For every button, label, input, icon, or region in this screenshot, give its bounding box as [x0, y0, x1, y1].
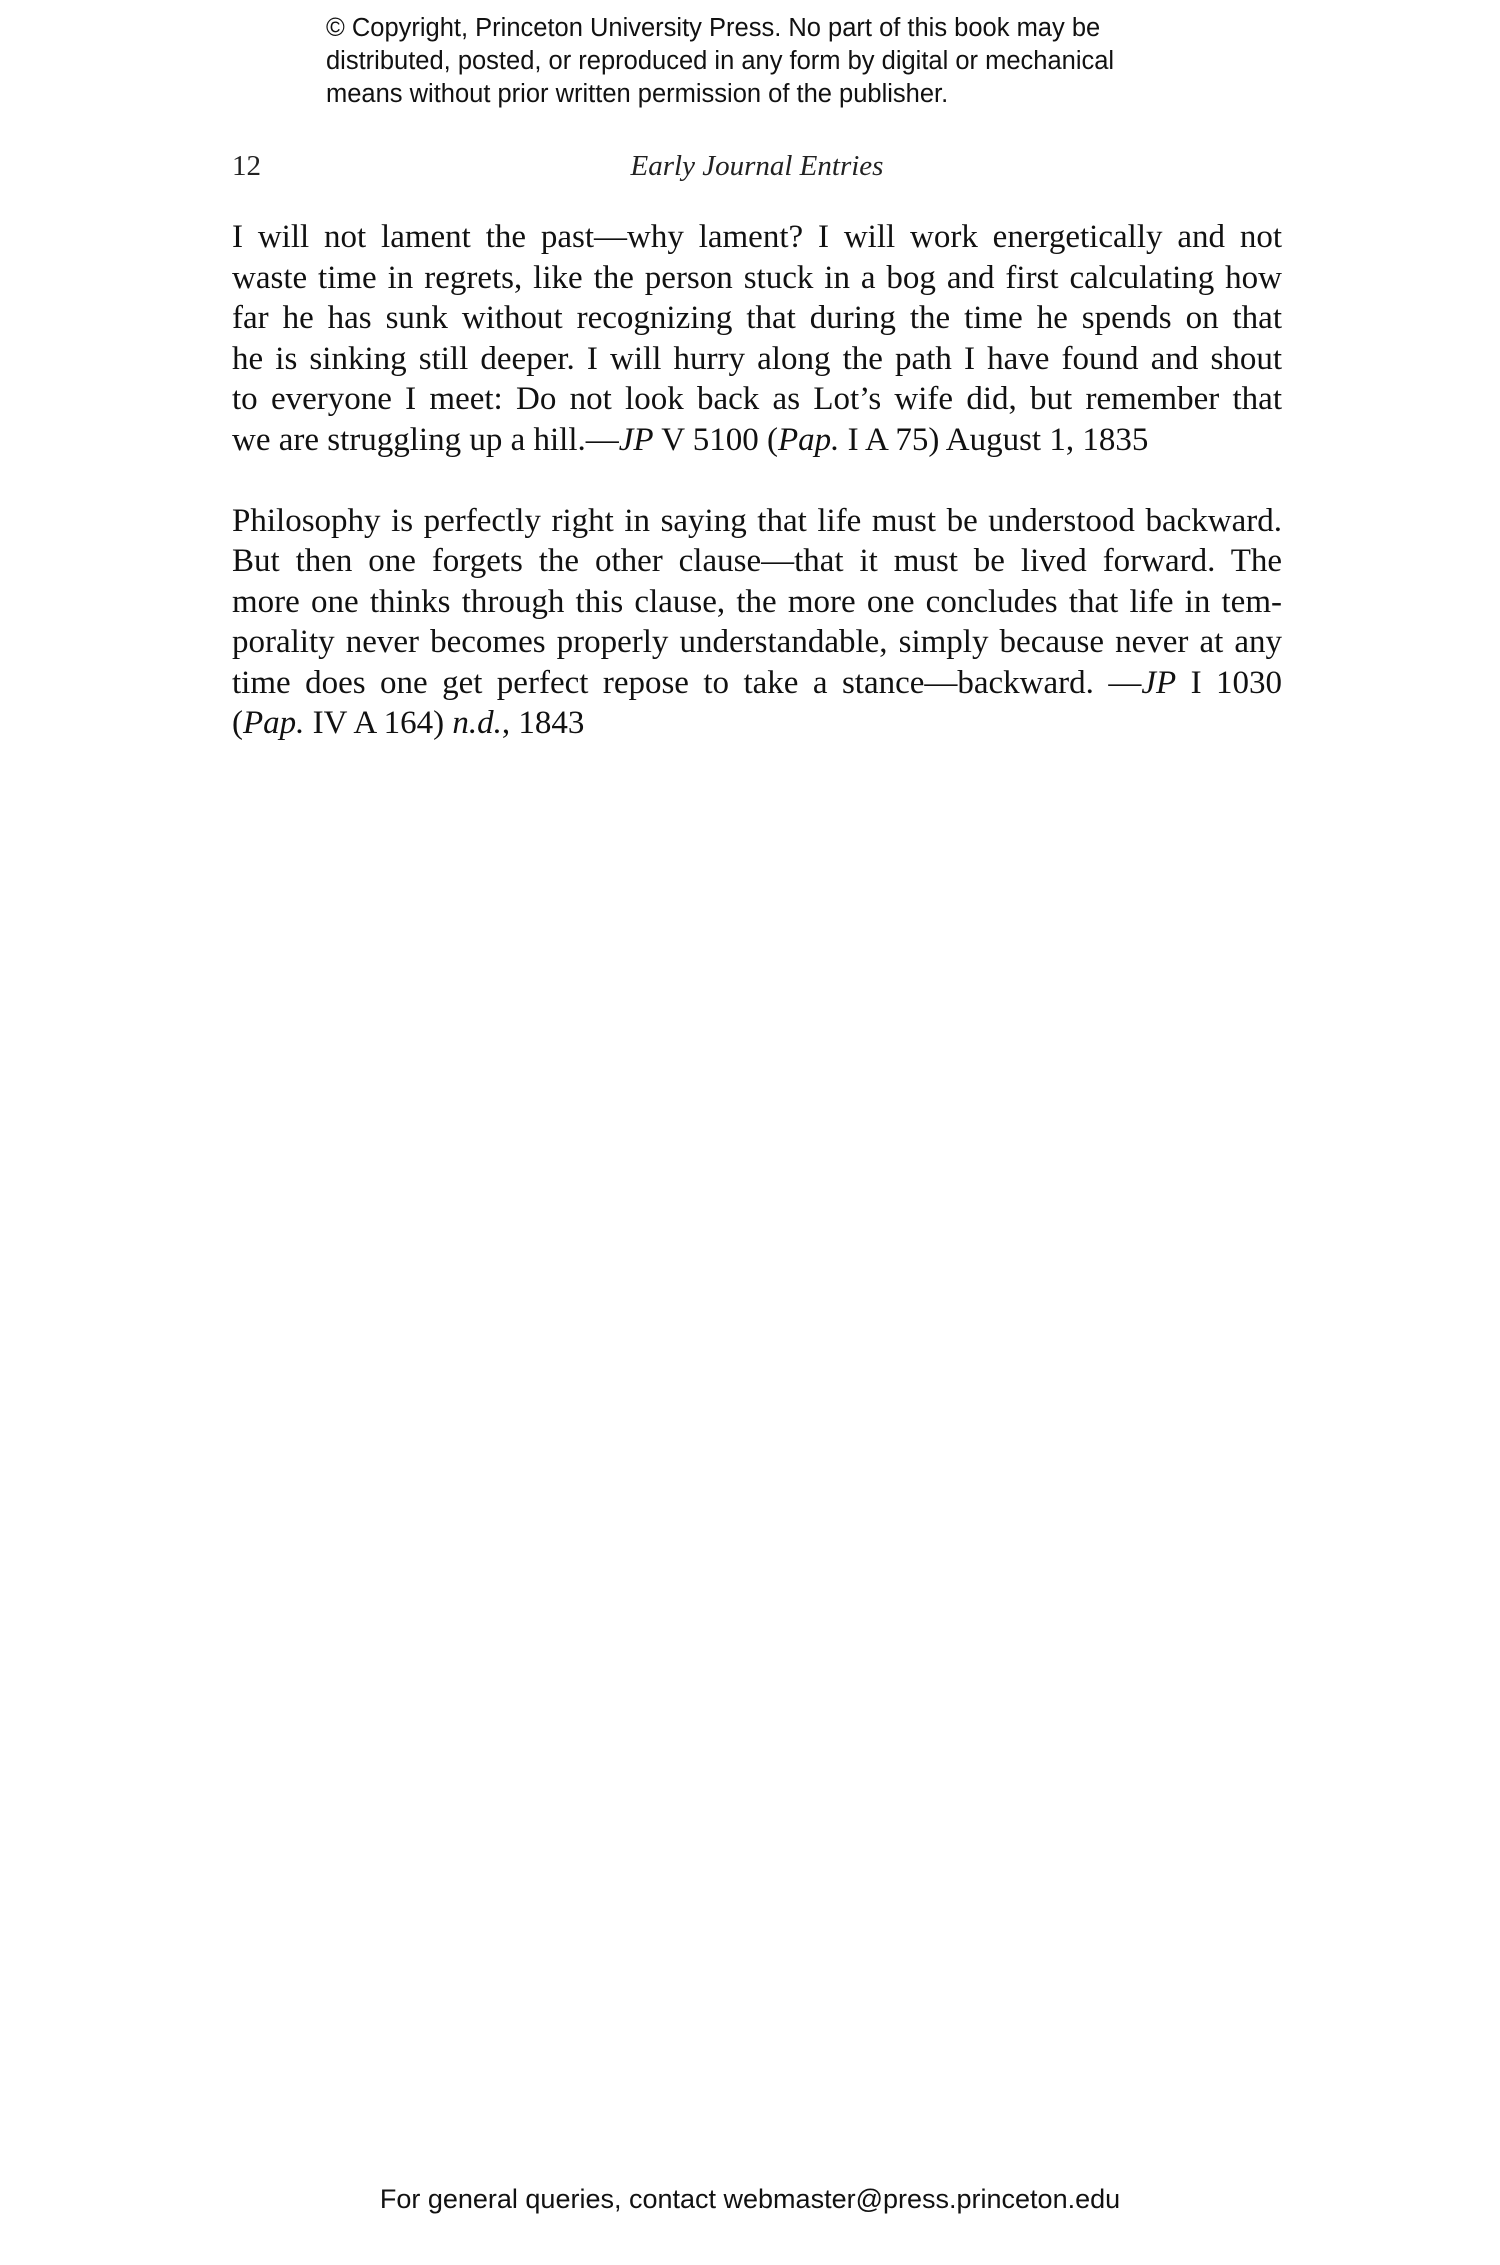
citation-abbrev: n.d.	[452, 705, 502, 741]
journal-entry	[232, 501, 1282, 744]
paragraph-gap	[232, 460, 1282, 501]
text-line: to everyone I meet: Do not look back as Lot’s wife did, but remember that	[232, 381, 1282, 417]
chapter-title: Early Journal Entries	[630, 150, 884, 182]
text-line: I will not lament the past—why lament? I will work energetically and not	[232, 219, 1282, 255]
citation-abbrev: Pap.	[777, 421, 840, 458]
citation-line	[232, 420, 1282, 461]
running-head	[232, 150, 1282, 190]
copyright-line: means without prior written permission of the publisher.	[326, 80, 949, 108]
body-text	[232, 217, 1282, 744]
text-line: Philosophy is perfectly right in saying that life must be understood backward.	[232, 502, 1282, 539]
text-segment: time does one get perfect repose to take a stance—backward. —	[232, 664, 1142, 701]
text-line: porality never becomes properly understandable, simply because never at any	[232, 624, 1282, 660]
copyright-line: distributed, posted, or reproduced in any form by digital or mechanical	[326, 47, 1115, 75]
text-segment: we are struggling up a hill.—	[232, 421, 619, 458]
text-segment: I 1030	[1176, 664, 1282, 701]
citation-abbrev: JP	[1141, 664, 1177, 701]
text-segment: V 5100 (	[653, 421, 778, 458]
citation-line	[232, 663, 1282, 704]
text-line: far he has sunk without recognizing that during the time he spends on that	[232, 300, 1282, 336]
text-line: he is sinking still deeper. I will hurry along the path I have found and shout	[232, 340, 1282, 377]
text-line: waste time in regrets, like the person stuck in a bog and first calculating how	[232, 259, 1282, 296]
text-segment: I A 75) August 1, 1835	[839, 421, 1149, 458]
text-segment: (	[232, 705, 243, 741]
text-segment: IV A 164)	[304, 705, 453, 741]
page-number: 12	[232, 150, 261, 182]
copyright-line: © Copyright, Princeton University Press. No part of this book may be	[326, 14, 1101, 42]
copyright-notice	[326, 12, 1226, 111]
journal-entry	[232, 217, 1282, 460]
footer-contact: For general queries, contact webmaster@press.princeton.edu	[379, 2184, 1121, 2214]
citation-abbrev: Pap.	[243, 705, 305, 741]
text-line: more one thinks through this clause, the more one concludes that life in tem-	[232, 583, 1282, 620]
text-segment: , 1843	[501, 705, 585, 741]
citation-line	[232, 703, 1282, 744]
text-line: But then one forgets the other clause—that it must be lived forward. The	[232, 543, 1282, 579]
citation-abbrev: JP	[618, 421, 654, 458]
